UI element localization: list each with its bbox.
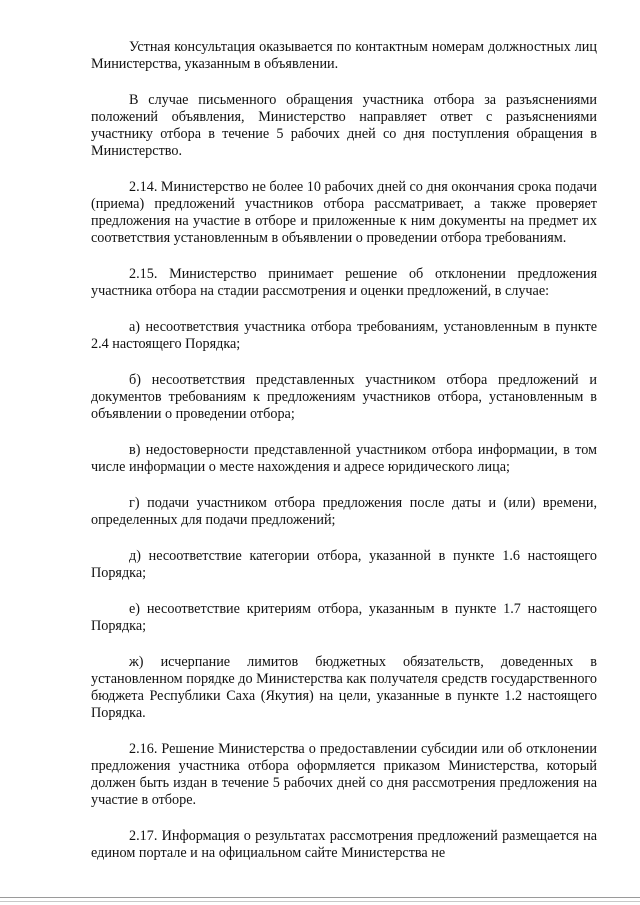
paragraph-item-zh: ж) исчерпание лимитов бюджетных обязательств, доведенных в установленном порядке до Министерства как получателя средств государственного бюджета Республики Саха (Якутия) на цели, указанные в пункте 1.2 настоящего Порядка. (91, 654, 597, 721)
paragraph-item-e: е) несоответствие критериям отбора, указанным в пункте 1.7 настоящего Порядка; (91, 601, 597, 634)
paragraph-written-request: В случае письменного обращения участника отбора за разъяснениями положений объявления, Министерство направляет ответ с разъяснениями участнику отбора в течение 5 рабочих дней со дня поступления обращения в Министерство. (91, 92, 597, 159)
paragraph-2-14: 2.14. Министерство не более 10 рабочих дней со дня окончания срока подачи (приема) предложений участников отбора рассматривает, а также проверяет предложения на участие в отборе и приложенные к ним документы на предмет их соответствия установленным в объявлении о проведении отбора требованиям. (91, 179, 597, 246)
paragraph-2-16: 2.16. Решение Министерства о предоставлении субсидии или об отклонении предложения участника отбора оформляется приказом Министерства, который должен быть издан в течение 5 рабочих дней со дня рассмотрения предложения на участие в отборе. (91, 741, 597, 808)
paragraph-2-17: 2.17. Информация о результатах рассмотрения предложений размещается на едином портале и на официальном сайте Министерства не (91, 828, 597, 861)
paragraph-item-a: а) несоответствия участника отбора требованиям, установленным в пункте 2.4 настоящего Порядка; (91, 319, 597, 352)
scan-edge-line-secondary (0, 901, 640, 902)
paragraph-item-g: г) подачи участником отбора предложения после даты и (или) времени, определенных для подачи предложений; (91, 495, 597, 528)
document-body (91, 39, 597, 881)
paragraph-2-15: 2.15. Министерство принимает решение об отклонении предложения участника отбора на стадии рассмотрения и оценки предложений, в случае: (91, 266, 597, 299)
paragraph-item-b: б) несоответствия представленных участником отбора предложений и документов требованиям к предложениям участников отбора, установленным в объявлении о проведении отбора; (91, 372, 597, 422)
scan-edge-line (0, 897, 640, 898)
paragraph-item-v: в) недостоверности представленной участником отбора информации, в том числе информации о месте нахождения и адресе юридического лица; (91, 442, 597, 475)
paragraph-oral-consultation: Устная консультация оказывается по контактным номерам должностных лиц Министерства, указанным в объявлении. (91, 39, 597, 72)
paragraph-item-d: д) несоответствие категории отбора, указанной в пункте 1.6 настоящего Порядка; (91, 548, 597, 581)
